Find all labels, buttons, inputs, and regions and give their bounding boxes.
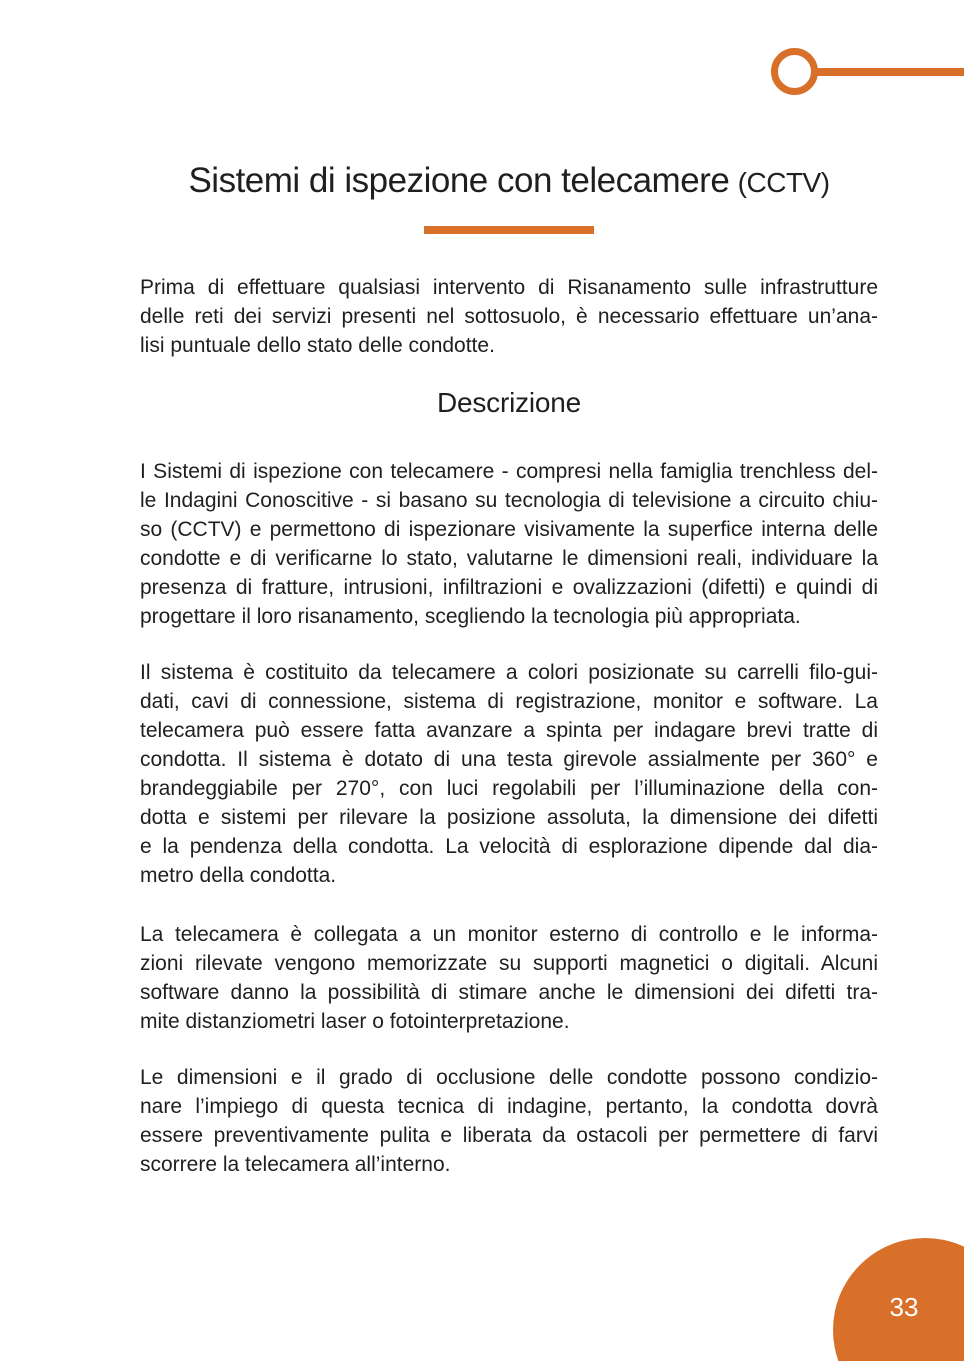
text-line: essere preventivamente pulita e liberata da ostacoli per permettere di farvi bbox=[140, 1124, 878, 1147]
text-line: metro della condotta. bbox=[140, 864, 337, 887]
description-paragraph-4 bbox=[140, 1063, 878, 1179]
text-line: brandeggiabile per 270°, con luci regolabili per l’illuminazione della con- bbox=[140, 777, 878, 800]
title-underline bbox=[424, 226, 594, 234]
text-line: dati, cavi di connessione, sistema di registrazione, monitor e software. La bbox=[140, 690, 878, 713]
text-line: le Indagini Conoscitive - si basano su tecnologia di televisione a circuito chiu- bbox=[140, 489, 878, 512]
text-line: condotta. Il sistema è dotato di una testa girevole assialmente per 360° e bbox=[140, 748, 878, 771]
description-paragraph-3 bbox=[140, 920, 878, 1036]
description-paragraph-2 bbox=[140, 658, 878, 890]
text-line: mite distanziometri laser o fotointerpretazione. bbox=[140, 1010, 570, 1033]
intro-paragraph bbox=[140, 273, 878, 360]
section-heading: Descrizione bbox=[436, 387, 582, 418]
circle-ornament-icon bbox=[771, 48, 818, 95]
text-line: zioni rilevate vengono memorizzate su supporti magnetici o digitali. Alcuni bbox=[140, 952, 878, 975]
text-line: e la pendenza della condotta. La velocità di esplorazione dipende dal dia- bbox=[140, 835, 878, 858]
text-line: nare l’impiego di questa tecnica di indagine, pertanto, la condotta dovrà bbox=[140, 1095, 878, 1118]
text-line: so (CCTV) e permettono di ispezionare visivamente la superfice interna delle bbox=[140, 518, 878, 541]
text-line: Le dimensioni e il grado di occlusione delle condotte possono condizio- bbox=[140, 1066, 878, 1089]
text-line: La telecamera è collegata a un monitor esterno di controllo e le informa- bbox=[140, 923, 878, 946]
page-title bbox=[140, 158, 878, 206]
text-line: Prima di effettuare qualsiasi intervento di Risanamento sulle infrastrutture bbox=[140, 276, 878, 299]
text-line: lisi puntuale dello stato delle condotte. bbox=[140, 334, 495, 357]
page-title-suffix: (CCTV) bbox=[737, 167, 830, 198]
description-paragraph-1 bbox=[140, 457, 878, 631]
page-number: 33 bbox=[889, 1292, 919, 1322]
text-line: Il sistema è costituito da telecamere a colori posizionate su carrelli filo-gui- bbox=[140, 661, 878, 684]
horizontal-rule-ornament bbox=[815, 68, 964, 76]
text-line: scorrere la telecamera all’interno. bbox=[140, 1153, 451, 1176]
text-line: presenza di fratture, intrusioni, infiltrazioni e ovalizzazioni (difetti) e quindi di bbox=[140, 576, 878, 599]
text-line: condotte e di verificarne lo stato, valutarne le dimensioni reali, individuare la bbox=[140, 547, 878, 570]
text-line: dotta e sistemi per rilevare la posizione assoluta, la dimensione dei difetti bbox=[140, 806, 878, 829]
text-line: progettare il loro risanamento, scegliendo la tecnologia più appropriata. bbox=[140, 605, 801, 628]
text-line: software danno la possibilità di stimare anche le dimensioni dei difetti tra- bbox=[140, 981, 878, 1004]
text-line: telecamera può essere fatta avanzare a spinta per indagare brevi tratte di bbox=[140, 719, 878, 742]
page-title-main: Sistemi di ispezione con telecamere bbox=[188, 161, 730, 200]
text-line: I Sistemi di ispezione con telecamere - compresi nella famiglia trenchless del- bbox=[140, 460, 878, 483]
text-line: delle reti dei servizi presenti nel sottosuolo, è necessario effettuare un’ana- bbox=[140, 305, 878, 328]
